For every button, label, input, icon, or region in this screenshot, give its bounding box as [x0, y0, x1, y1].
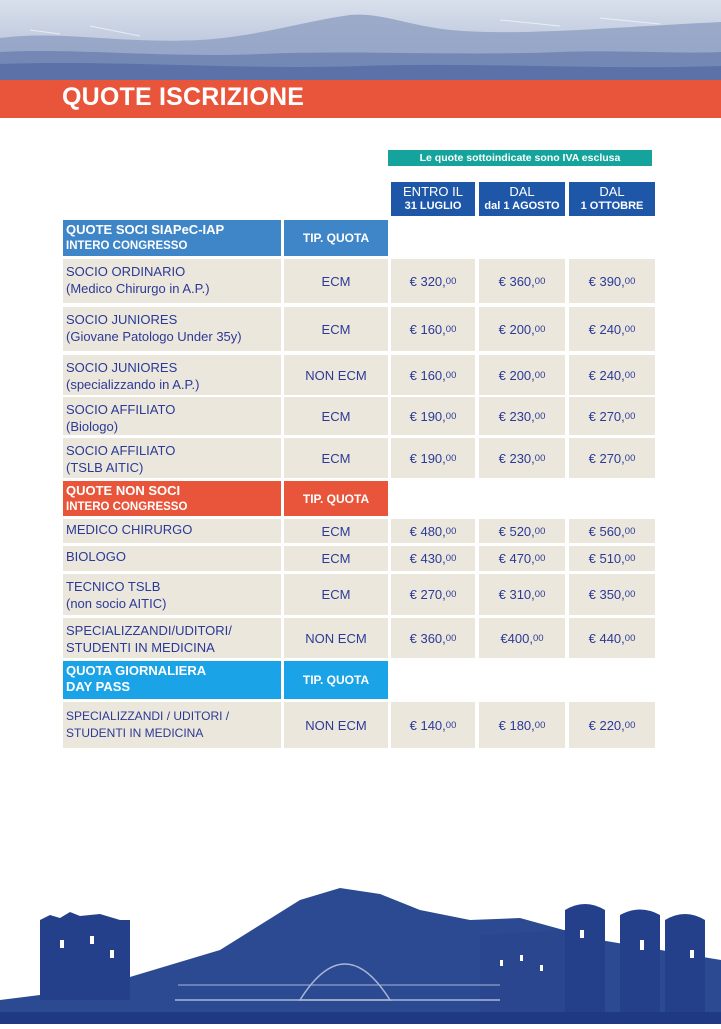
section-header-non-soci — [63, 481, 281, 516]
price-euros: € 200, — [498, 367, 535, 383]
category-line2: (TSLB AITIC) — [66, 460, 144, 475]
price-cell — [569, 574, 655, 615]
price-euros: € 230, — [498, 450, 535, 466]
price-cell — [391, 355, 475, 395]
price-cell — [479, 702, 565, 748]
price-euros: € 360, — [498, 273, 535, 289]
category-line1: BIOLOGO — [66, 549, 126, 564]
price-cell — [391, 438, 475, 478]
price-cell — [569, 307, 655, 351]
price-euros: € 240, — [588, 367, 625, 383]
table-row-category — [63, 519, 281, 543]
price-cell — [391, 574, 475, 615]
quota-type: NON ECM — [284, 355, 388, 395]
price-cents: 00 — [624, 369, 636, 381]
category-line2: (non socio AITIC) — [66, 596, 167, 611]
quota-type: NON ECM — [284, 702, 388, 748]
section-title: QUOTE NON SOCI — [66, 483, 181, 498]
category-line1: SPECIALIZZANDI/UDITORI/ — [66, 623, 232, 638]
price-cents: 00 — [624, 525, 636, 537]
quota-type: NON ECM — [284, 618, 388, 658]
column-header-dal-1-ottobre — [569, 182, 655, 216]
price-euros: € 270, — [588, 408, 625, 424]
column-header-dal-1-agosto — [479, 182, 565, 216]
category-line1: TECNICO TSLB — [66, 579, 161, 594]
price-cell — [391, 259, 475, 303]
price-cents: 00 — [624, 719, 636, 731]
table-row-category — [63, 574, 281, 615]
price-cents: 00 — [445, 410, 457, 422]
column-header-line1: DAL — [599, 184, 625, 199]
column-header-line2: 31 LUGLIO — [404, 200, 462, 212]
price-euros: € 430, — [409, 551, 446, 566]
category-line1: SOCIO AFFILIATO — [66, 443, 176, 458]
category-line1: SOCIO JUNIORES — [66, 360, 178, 375]
section-subtitle: INTERO CONGRESSO — [66, 501, 188, 513]
category-line1: SOCIO JUNIORES — [66, 312, 178, 327]
iva-note: Le quote sottoindicate sono IVA esclusa — [388, 150, 652, 166]
category-line2: STUDENTI IN MEDICINA — [66, 726, 204, 740]
price-cents: 00 — [445, 323, 457, 335]
price-cell — [569, 259, 655, 303]
price-cell — [479, 546, 565, 571]
category-line2: (Medico Chirurgo in A.P.) — [66, 281, 210, 296]
price-cents: 00 — [624, 410, 636, 422]
price-euros: € 190, — [409, 408, 446, 424]
section-header-giornaliera — [63, 661, 281, 699]
quota-type: ECM — [284, 438, 388, 478]
price-cents: 00 — [445, 589, 457, 600]
quota-type: ECM — [284, 574, 388, 615]
price-euros: € 440, — [588, 630, 625, 646]
price-cell — [569, 702, 655, 748]
price-euros: € 520, — [498, 523, 535, 539]
price-cents: 00 — [624, 589, 636, 600]
category-line1: SPECIALIZZANDI / UDITORI / — [66, 709, 230, 723]
price-cents: 00 — [445, 719, 457, 731]
price-euros: € 560, — [588, 523, 625, 539]
table-row-category — [63, 397, 281, 435]
price-cents: 00 — [624, 553, 636, 564]
category-line2: (specializzando in A.P.) — [66, 377, 200, 392]
header-landscape-image — [0, 0, 721, 80]
price-euros: € 270, — [409, 587, 446, 602]
price-cents: 00 — [534, 525, 546, 537]
price-cents: 00 — [445, 369, 457, 381]
page-title: QUOTE ISCRIZIONE — [62, 83, 305, 111]
price-cell — [569, 438, 655, 478]
price-cell — [391, 519, 475, 543]
price-cell — [569, 397, 655, 435]
table-row-category — [63, 546, 281, 571]
price-euros: € 480, — [409, 523, 446, 539]
quota-type: ECM — [284, 307, 388, 351]
price-cell — [391, 618, 475, 658]
price-cents: 00 — [534, 369, 546, 381]
price-cell — [479, 307, 565, 351]
table-row-category — [63, 438, 281, 478]
price-cell — [479, 438, 565, 478]
price-cell — [479, 259, 565, 303]
price-euros: € 350, — [588, 587, 625, 602]
price-cents: 00 — [445, 452, 457, 464]
section-subtitle: INTERO CONGRESSO — [66, 240, 188, 252]
category-line1: SOCIO AFFILIATO — [66, 402, 176, 417]
section-subtitle: DAY PASS — [66, 679, 131, 694]
price-euros: € 240, — [588, 321, 625, 337]
price-cell — [391, 702, 475, 748]
price-cell — [479, 574, 565, 615]
column-header-entro-31-luglio — [391, 182, 475, 216]
price-cents: 00 — [445, 632, 457, 644]
table-row-category — [63, 355, 281, 395]
price-cell — [569, 355, 655, 395]
price-cell — [391, 546, 475, 571]
quota-type: ECM — [284, 519, 388, 543]
price-euros: € 160, — [409, 321, 446, 337]
price-euros: € 180, — [498, 717, 535, 733]
quota-type: ECM — [284, 259, 388, 303]
price-cell — [479, 618, 565, 658]
price-cents: 00 — [624, 632, 636, 644]
price-cents: 00 — [534, 553, 546, 564]
price-cents: 00 — [534, 452, 546, 464]
category-line2: (Giovane Patologo Under 35y) — [66, 329, 242, 344]
price-cents: 00 — [534, 410, 546, 422]
price-euros: € 190, — [409, 450, 446, 466]
column-header-line1: DAL — [509, 184, 535, 199]
price-euros: € 470, — [498, 551, 535, 566]
price-cell — [569, 519, 655, 543]
price-cell — [479, 355, 565, 395]
price-euros: € 320, — [409, 273, 446, 289]
column-header-line2: 1 OTTOBRE — [580, 200, 644, 212]
category-line1: SOCIO ORDINARIO — [66, 264, 186, 279]
price-cents: 00 — [624, 275, 636, 287]
price-euros: € 510, — [588, 551, 625, 566]
price-cents: 00 — [445, 553, 457, 564]
price-cell — [569, 546, 655, 571]
category-line2: (Biologo) — [66, 419, 119, 434]
section-tip-quota-header: TIP. QUOTA — [284, 661, 388, 699]
column-header-line1: ENTRO IL — [403, 184, 463, 199]
section-tip-quota-header: TIP. QUOTA — [284, 481, 388, 516]
price-cents: 00 — [534, 275, 546, 287]
table-row-category — [63, 307, 281, 351]
price-cell — [479, 519, 565, 543]
section-header-soci — [63, 220, 281, 256]
table-row-category — [63, 702, 281, 748]
price-euros: € 160, — [409, 367, 446, 383]
price-cell — [391, 397, 475, 435]
footer-skyline-image — [0, 880, 721, 1024]
price-cents: 00 — [534, 719, 546, 731]
price-euros: € 220, — [588, 717, 625, 733]
price-cents: 00 — [532, 632, 544, 644]
price-cell — [479, 397, 565, 435]
price-cents: 00 — [445, 525, 457, 537]
table-row-category — [63, 618, 281, 658]
price-cents: 00 — [624, 323, 636, 335]
table-row-category — [63, 259, 281, 303]
price-cents: 00 — [445, 275, 457, 287]
price-cents: 00 — [534, 323, 546, 335]
quota-type: ECM — [284, 546, 388, 571]
price-euros: € 140, — [409, 717, 446, 733]
category-line2: STUDENTI IN MEDICINA — [66, 640, 215, 655]
quota-type: ECM — [284, 397, 388, 435]
price-euros: €400, — [500, 630, 533, 646]
price-euros: € 310, — [498, 587, 535, 602]
price-cell — [569, 618, 655, 658]
price-euros: € 360, — [409, 630, 446, 646]
section-title: QUOTA GIORNALIERA — [66, 663, 207, 678]
price-euros: € 390, — [588, 273, 625, 289]
price-cents: 00 — [624, 452, 636, 464]
price-cell — [391, 307, 475, 351]
price-euros: € 200, — [498, 321, 535, 337]
price-cents: 00 — [534, 589, 546, 600]
section-tip-quota-header: TIP. QUOTA — [284, 220, 388, 256]
column-header-line2: dal 1 AGOSTO — [484, 200, 560, 212]
section-title: QUOTE SOCI SIAPeC-IAP — [66, 222, 225, 237]
price-euros: € 270, — [588, 450, 625, 466]
category-line1: MEDICO CHIRURGO — [66, 522, 193, 537]
price-euros: € 230, — [498, 408, 535, 424]
